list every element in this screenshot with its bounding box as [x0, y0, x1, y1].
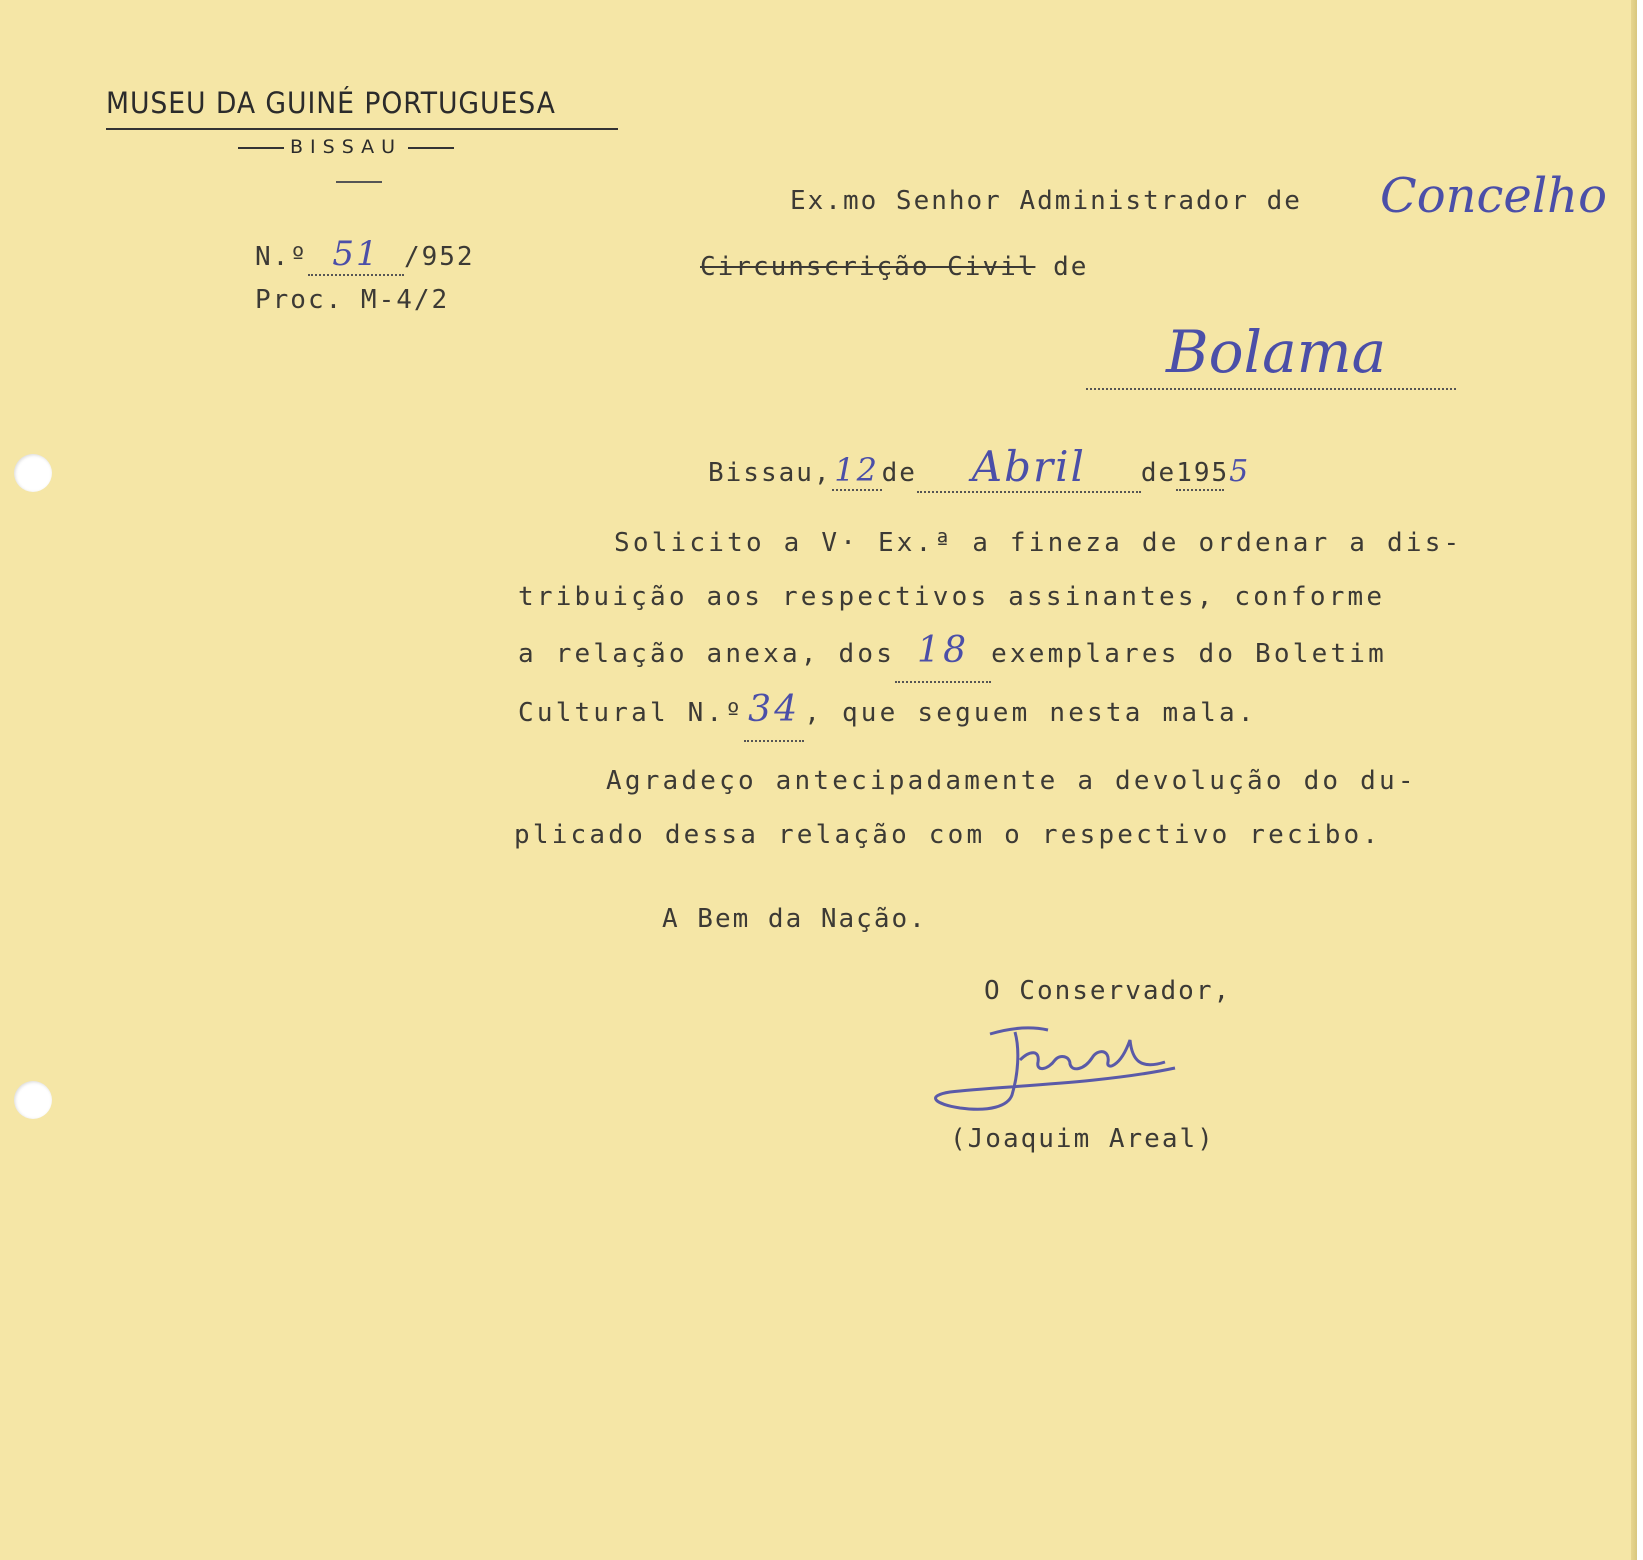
date-line	[708, 442, 1251, 493]
letterhead-institution: MUSEU DA GUINÉ PORTUGUESA	[106, 86, 556, 120]
date-year-handwritten: 5	[1229, 454, 1251, 489]
reference-number-blank	[308, 234, 404, 276]
signatory-title: O Conservador,	[984, 976, 1232, 1006]
addressee-line	[790, 186, 1302, 216]
paragraph-thanks-line-1: Agradeço antecipadamente a devolução do du-	[606, 766, 1417, 796]
date-month-handwritten: Abril	[971, 442, 1086, 491]
reference-number-label: N.º	[255, 242, 308, 272]
process-reference: Proc. M-4/2	[255, 285, 450, 315]
bulletin-number-handwritten: 34	[748, 689, 801, 730]
punch-hole-top	[14, 454, 52, 492]
date-month-blank	[917, 442, 1141, 493]
addressee-handwritten-concelho: Concelho	[1380, 168, 1607, 224]
addressee-struck-text: Circunscrição Civil	[700, 252, 1036, 282]
copies-blank	[895, 624, 991, 683]
paragraph-thanks-line-2: plicado dessa relação com o respectivo recibo.	[514, 820, 1382, 850]
reference-number	[255, 234, 475, 276]
letterhead-city: BISSAU	[232, 136, 460, 158]
letterhead-divider	[336, 181, 382, 183]
paragraph-request	[518, 516, 1462, 742]
reference-number-year: /952	[403, 242, 475, 272]
paragraph-request-line-1: Solicito a V· Ex.ª a fineza de ordenar a dis-	[614, 528, 1463, 558]
punch-hole-bottom	[14, 1081, 52, 1119]
date-de-2: de	[1140, 458, 1177, 488]
date-year-blank	[1176, 454, 1251, 491]
letterhead-underline	[106, 128, 618, 130]
addressee-struck-line	[700, 252, 1088, 282]
date-year-prefix: 195	[1176, 458, 1230, 488]
bulletin-number-blank	[744, 683, 804, 742]
paragraph-thanks	[514, 754, 1417, 862]
paragraph-request-line-3: a relação anexa, dos 18 exemplares do Boletim	[518, 624, 1462, 683]
addressee-place-dots	[1086, 318, 1456, 390]
handwritten-signature	[920, 1020, 1200, 1120]
addressee-de: de	[1053, 252, 1089, 282]
date-day-blank	[832, 451, 882, 491]
paragraph-request-line-2: tribuição aos respectivos assinantes, conforme	[518, 582, 1386, 612]
addressee-place-handwritten: Bolama	[1166, 318, 1387, 386]
closing-salutation: A Bem da Nação.	[662, 904, 927, 934]
addressee-place-blank	[1086, 318, 1456, 394]
date-city: Bissau,	[708, 458, 832, 488]
date-de-1: de	[881, 458, 917, 488]
addressee-title: Ex.mo Senhor Administrador de	[790, 186, 1302, 216]
paragraph-request-line-4: Cultural N.º 34 , que seguem nesta mala.	[518, 683, 1462, 742]
copies-handwritten: 18	[916, 630, 970, 671]
date-day-handwritten: 12	[834, 451, 879, 489]
reference-number-handwritten: 51	[332, 234, 380, 274]
signatory-name: (Joaquim Areal)	[950, 1124, 1215, 1154]
